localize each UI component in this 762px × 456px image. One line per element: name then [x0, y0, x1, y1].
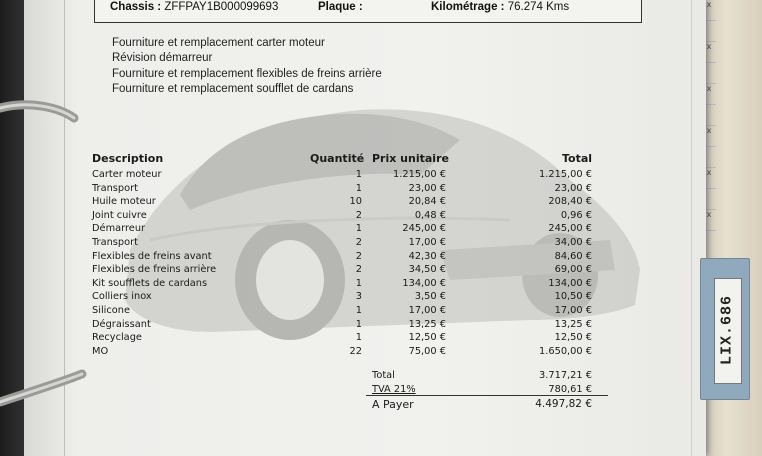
row-unit-price: 12,50 €: [408, 332, 446, 344]
tab-mark: x: [702, 42, 716, 63]
work-item: Fourniture et remplacement soufflet de cardans: [112, 82, 354, 95]
row-unit-price: 34,50 €: [408, 264, 446, 276]
work-item: Révision démarreur: [112, 52, 213, 65]
table-row: [0, 169, 762, 183]
col-header-description: Description: [92, 152, 164, 165]
binder-ring-icon: [0, 374, 82, 402]
row-quantity: 10: [349, 196, 362, 208]
row-total: 84,60 €: [554, 250, 592, 262]
row-total: 23,00 €: [554, 182, 592, 194]
chassis-value: ZFFPAY1B000099693: [164, 1, 279, 13]
table-row: [0, 223, 762, 237]
row-quantity: 1: [355, 169, 362, 180]
km-value: 76.274 Kms: [507, 1, 570, 13]
pay-label: A Payer: [372, 398, 414, 411]
row-unit-price: 17,00 €: [408, 305, 446, 316]
row-description: Transport: [92, 182, 138, 194]
row-quantity: 1: [355, 223, 362, 235]
chassis-label: Chassis :: [110, 1, 162, 13]
row-unit-price: 0,48 €: [414, 209, 446, 221]
row-description: Carter moteur: [92, 169, 162, 180]
totals-divider: [366, 395, 608, 396]
table-row: [0, 196, 762, 210]
col-header-total: Total: [562, 152, 593, 165]
row-quantity: 2: [355, 250, 362, 262]
binder-label-text: LIX.686: [718, 294, 736, 366]
row-description: Silicone: [92, 305, 131, 316]
row-total: 208,40 €: [548, 196, 592, 208]
row-quantity: 1: [355, 318, 362, 330]
table-row: [0, 183, 762, 197]
table-row: [0, 291, 762, 305]
table-row: [0, 251, 762, 265]
table-row: [0, 305, 762, 319]
row-description: Flexibles de freins arrière: [92, 264, 217, 276]
row-description: Colliers inox: [92, 291, 152, 303]
table-row: [0, 346, 762, 360]
row-unit-price: 42,30 €: [408, 250, 446, 262]
row-total: 1.650,00 €: [539, 345, 592, 357]
row-total: 0,96 €: [560, 209, 592, 221]
tab-mark: x: [702, 168, 716, 189]
row-total: 245,00 €: [548, 223, 592, 235]
row-total: 10,50 €: [554, 291, 592, 303]
work-item: Fourniture et remplacement carter moteur: [112, 37, 325, 49]
pay-value: 4.497,82 €: [535, 398, 592, 410]
table-row: [0, 237, 762, 251]
plaque-label: Plaque :: [318, 1, 363, 13]
row-unit-price: 134,00 €: [402, 277, 446, 289]
row-description: Huile moteur: [92, 196, 156, 208]
total-value: 3.717,21 €: [539, 370, 592, 381]
row-unit-price: 245,00 €: [402, 223, 446, 235]
row-quantity: 1: [355, 277, 362, 289]
row-total: 134,00 €: [548, 277, 592, 289]
tva-value: 780,61 €: [548, 384, 592, 395]
km-label: Kilométrage :: [431, 1, 505, 13]
table-row: [0, 332, 762, 346]
row-quantity: 3: [355, 291, 362, 303]
table-row: [0, 210, 762, 224]
row-quantity: 2: [355, 264, 362, 276]
row-description: Recyclage: [92, 332, 142, 344]
table-row: [0, 278, 762, 292]
row-unit-price: 17,00 €: [408, 237, 446, 248]
tva-label: TVA 21%: [372, 384, 416, 395]
tab-mark: x: [702, 210, 716, 231]
table-row: [0, 319, 762, 333]
row-description: Démarreur: [92, 223, 146, 235]
total-label: Total: [372, 370, 395, 381]
col-header-quantity: Quantité: [310, 152, 365, 165]
row-total: 1.215,00 €: [539, 169, 592, 180]
table-row: [0, 264, 762, 278]
row-unit-price: 23,00 €: [408, 182, 446, 194]
row-total: 17,00 €: [554, 305, 592, 316]
binder-rings: [0, 0, 100, 456]
row-quantity: 2: [355, 209, 362, 221]
row-quantity: 1: [355, 305, 362, 316]
col-header-unit-price: Prix unitaire: [372, 152, 449, 165]
work-item: Fourniture et remplacement flexibles de freins arrière: [112, 67, 382, 80]
row-total: 69,00 €: [554, 264, 592, 276]
row-quantity: 1: [355, 182, 362, 194]
row-description: Dégraissant: [92, 318, 151, 330]
row-description: MO: [92, 345, 109, 357]
row-total: 12,50 €: [554, 332, 592, 344]
row-description: Transport: [92, 237, 138, 248]
row-unit-price: 13,25 €: [408, 318, 446, 330]
row-description: Joint cuivre: [92, 209, 147, 221]
tab-mark: x: [702, 0, 716, 21]
row-quantity: 22: [349, 345, 362, 357]
row-unit-price: 1.215,00 €: [393, 169, 446, 180]
tab-mark: x: [702, 84, 716, 105]
tab-mark: x: [702, 126, 716, 147]
row-quantity: 1: [355, 332, 362, 344]
row-description: Flexibles de freins avant: [92, 250, 212, 262]
row-quantity: 2: [355, 237, 362, 248]
row-total: 34,00 €: [554, 237, 592, 248]
row-description: Kit soufflets de cardans: [92, 277, 208, 289]
row-unit-price: 75,00 €: [408, 345, 446, 357]
binder-ring-icon: [0, 105, 74, 118]
row-unit-price: 20,84 €: [408, 196, 446, 208]
row-total: 13,25 €: [554, 318, 592, 330]
row-unit-price: 3,50 €: [414, 291, 446, 303]
